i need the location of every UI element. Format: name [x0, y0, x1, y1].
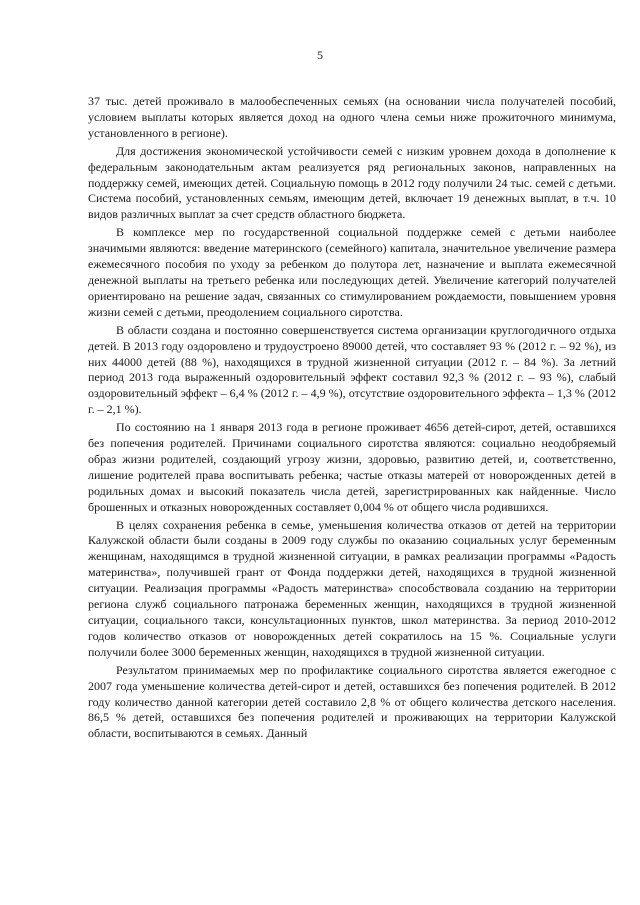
paragraph: В комплексе мер по государственной социальной поддержке семей с детьми наиболее значимыми являются: введение материнского (семейного) капитала, значительное увеличение размера ежемесячного пособия по уходу за ребенком до полутора лет, назначение и выплата ежемесячной денежной выплаты на третьего ребенка или последующих детей. Увеличение категорий получателей ориентировано на решение задач, связанных со стимулированием рождаемости, повышением уровня жизни семей с детьми, преодолением социального сиротства. [88, 225, 616, 319]
page-number: 5 [317, 48, 323, 62]
paragraph: Для достижения экономической устойчивости семей с низким уровнем дохода в дополнение к федеральным законодательным актам реализуется ряд региональных законов, направленных на поддержку семей, имеющих детей. Социальную помощь в 2012 году получили 24 тыс. семей с детьми. Система пособий, установленных семьям, имеющим детей, включает 19 денежных выплат, в т.ч. 10 видов различных выплат за счет средств областного бюджета. [88, 143, 616, 222]
paragraph: В целях сохранения ребенка в семье, уменьшения количества отказов от детей на территории Калужской области были созданы в 2009 году службы по оказанию социальных услуг беременным женщинам, находящимся в трудной жизненной ситуации, в рамках реализации программы «Радость материнства», получившей грант от Фонда поддержки детей, находящихся в трудной жизненной ситуации. Реализация программы «Радость материнства» способствовала созданию на территории региона служб социального патронажа беременных женщин, находящихся в трудной жизненной ситуации, социального такси, консультационных пунктов, школ материнства. За период 2010-2012 годов количество отказов от новорожденных детей сократилось на 15 %. Социальные услуги получили более 3000 беременных женщин, находящихся в трудной жизненной ситуации. [88, 517, 616, 659]
paragraph: По состоянию на 1 января 2013 года в регионе проживает 4656 детей-сирот, детей, оставшихся без попечения родителей. Причинами социального сиротства являются: социально неодобряемый образ жизни родителей, создающий угрозу жизни, здоровью, развитию детей, и, соответственно, лишение родителей права воспитывать ребенка; частые отказы матерей от новорожденных детей в родильных домах и высокий показатель числа детей, зарегистрированных как найденные. Число брошенных и отказных новорожденных составляет 0,004 % от общего числа родившихся. [88, 420, 616, 514]
document-body [88, 94, 616, 744]
paragraph: Результатом принимаемых мер по профилактике социального сиротства является ежегодное с 2007 года уменьшение количества детей-сирот и детей, оставшихся без попечения родителей. В 2012 году количество данной категории детей составило 2,8 % от общего количества детского населения. 86,5 % детей, оставшихся без попечения родителей и проживающих на территории Калужской области, воспитываются в семьях. Данный [88, 662, 616, 741]
paragraph: 37 тыс. детей проживало в малообеспеченных семьях (на основании числа получателей пособий, условием выплаты которых является доход на одного члена семьи ниже прожиточного минимума, установленного в регионе). [88, 94, 616, 140]
paragraph: В области создана и постоянно совершенствуется система организации круглогодичного отдыха детей. В 2013 году оздоровлено и трудоустроено 89000 детей, что составляет 93 % (2012 г. – 92 %), из них 44000 детей (88 %), находящихся в трудной жизненной ситуации (2012 г. – 84 %). За летний период 2013 года выраженный оздоровительный эффект составил 92,3 % (2012 г. – 93 %), слабый оздоровительный эффект – 6,4 % (2012 г. – 4,9 %), отсутствие оздоровительного эффекта – 1,3 % (2012 г. – 2,1 %). [88, 322, 616, 417]
